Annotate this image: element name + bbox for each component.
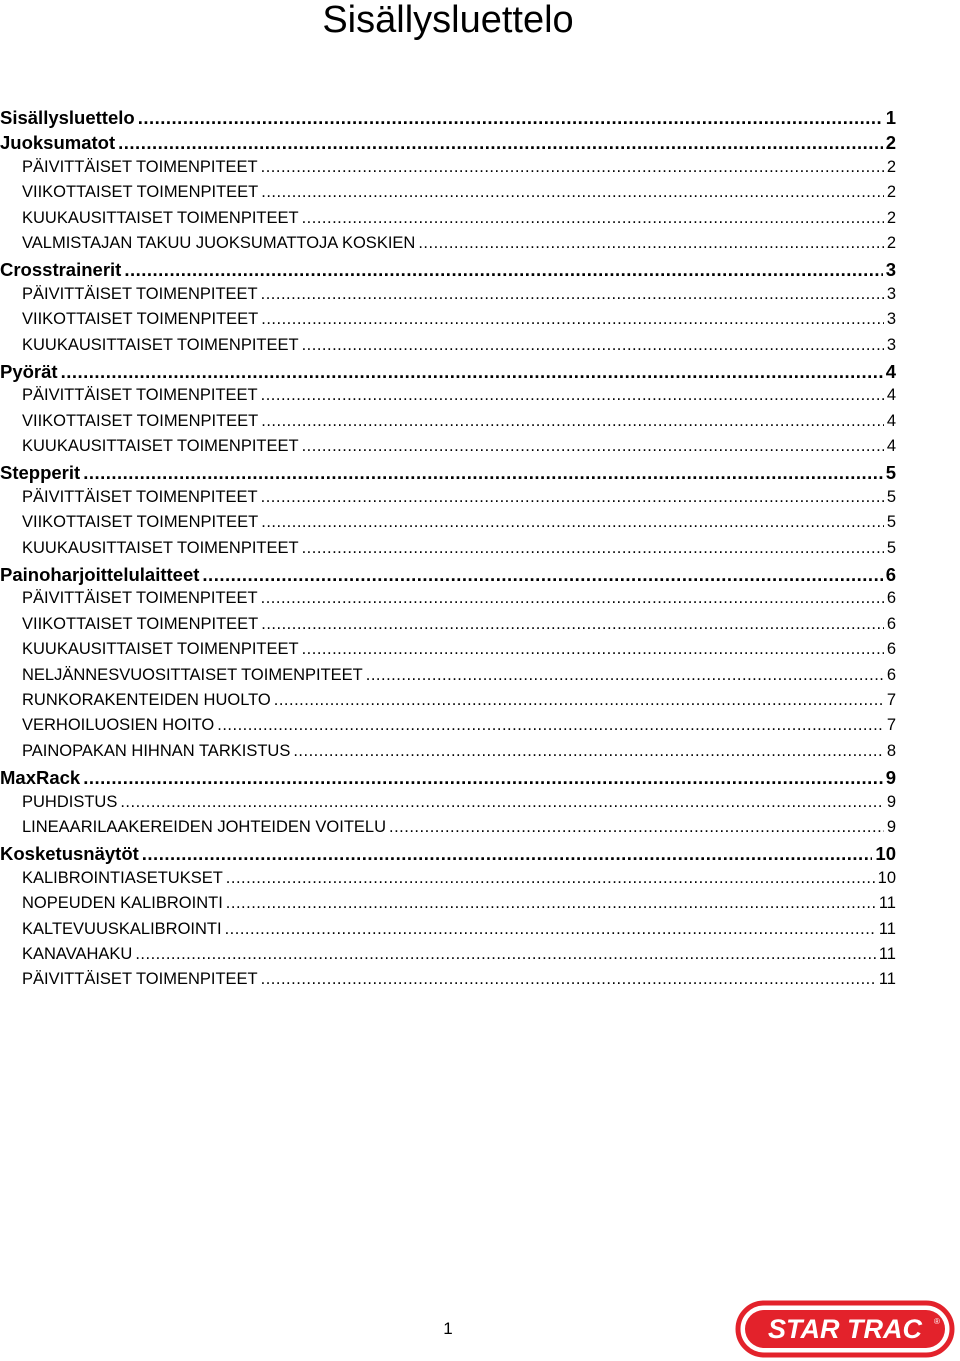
toc-entry-page: 6 (885, 564, 896, 586)
toc-entry[interactable] (0, 285, 896, 310)
toc-entry[interactable] (0, 361, 896, 386)
toc-entry-page: 2 (886, 233, 896, 252)
toc-leader-dots (302, 209, 884, 228)
toc-entry[interactable] (0, 945, 896, 970)
toc-entry-page: 6 (886, 640, 896, 659)
toc-entry-label: PÄIVITTÄISET TOIMENPITEET (22, 487, 258, 506)
toc-leader-dots (226, 894, 876, 913)
toc-entry-page: 2 (886, 183, 896, 202)
toc-entry-page: 4 (886, 411, 896, 430)
toc-leader-dots (302, 336, 884, 355)
toc-entry-label: Painoharjoittelulaitteet (0, 564, 200, 586)
toc-entry-page: 9 (886, 792, 896, 811)
toc-entry-label: VERHOILUOSIEN HOITO (22, 716, 215, 735)
toc-entry-label: PÄIVITTÄISET TOIMENPITEET (22, 970, 258, 989)
toc-entry[interactable] (0, 259, 896, 284)
toc-entry-page: 5 (886, 538, 896, 557)
toc-entry-page: 2 (886, 157, 896, 176)
toc-entry-label: Sisällysluettelo (0, 107, 135, 128)
toc-entry-label: PÄIVITTÄISET TOIMENPITEET (22, 284, 258, 303)
toc-entry-page: 3 (886, 284, 896, 303)
toc-leader-dots (261, 183, 884, 202)
toc-entry[interactable] (0, 666, 896, 691)
toc-entry-label: VIIKOTTAISET TOIMENPITEET (22, 614, 259, 633)
toc-entry-page: 2 (885, 132, 896, 154)
toc-entry-page: 11 (878, 919, 896, 938)
toc-entry-page: 4 (886, 437, 896, 456)
toc-entry-page: 4 (886, 386, 896, 405)
table-of-contents (0, 107, 896, 996)
toc-entry-page: 9 (886, 817, 896, 836)
toc-entry[interactable] (0, 488, 896, 513)
toc-leader-dots (302, 539, 884, 558)
toc-entry[interactable] (0, 437, 896, 462)
toc-leader-dots (261, 158, 884, 177)
toc-entry[interactable] (0, 234, 896, 259)
toc-leader-dots (261, 285, 884, 304)
toc-entry[interactable] (0, 894, 896, 919)
toc-entry-label: Stepperit (0, 462, 81, 484)
toc-entry-page: 6 (886, 589, 896, 608)
toc-entry-label: VIIKOTTAISET TOIMENPITEET (22, 183, 259, 202)
toc-leader-dots (261, 310, 884, 329)
toc-entry-page: 9 (885, 767, 896, 789)
toc-entry-page: 10 (877, 868, 896, 887)
toc-entry-page: 8 (886, 741, 896, 760)
toc-entry[interactable] (0, 793, 896, 818)
toc-entry-label: RUNKORAKENTEIDEN HUOLTO (22, 690, 271, 709)
toc-leader-dots (261, 970, 876, 989)
svg-text:®: ® (934, 1317, 940, 1326)
logo-text: STAR TRAC (768, 1314, 922, 1344)
page-title: Sisällysluettelo (322, 0, 574, 41)
toc-entry-label: Juoksumatot (0, 132, 116, 154)
toc-entry-label: Pyörät (0, 360, 58, 382)
toc-entry-label: KUUKAUSITTAISET TOIMENPITEET (22, 335, 299, 354)
toc-entry-page: 11 (878, 944, 896, 963)
toc-entry-label: PÄIVITTÄISET TOIMENPITEET (22, 589, 258, 608)
toc-leader-dots (261, 488, 884, 507)
toc-entry-page: 5 (886, 513, 896, 532)
toc-entry[interactable] (0, 615, 896, 640)
toc-leader-dots (120, 793, 883, 812)
toc-entry[interactable] (0, 310, 896, 335)
toc-leader-dots (261, 513, 884, 532)
star-trac-logo (735, 1300, 955, 1358)
toc-entry[interactable] (0, 158, 896, 183)
toc-entry-page: 6 (886, 665, 896, 684)
toc-entry-page: 4 (885, 360, 896, 382)
toc-entry[interactable] (0, 742, 896, 767)
toc-leader-dots (61, 361, 883, 383)
toc-entry-label: KUUKAUSITTAISET TOIMENPITEET (22, 538, 299, 557)
toc-leader-dots (261, 386, 884, 405)
toc-entry-label: VIIKOTTAISET TOIMENPITEET (22, 310, 259, 329)
toc-entry-label: KALIBROINTIASETUKSET (22, 868, 223, 887)
toc-leader-dots (366, 666, 884, 685)
toc-entry-label: VALMISTAJAN TAKUU JUOKSUMATTOJA KOSKIEN (22, 233, 416, 252)
toc-entry-label: PAINOPAKAN HIHNAN TARKISTUS (22, 741, 291, 760)
toc-entry[interactable] (0, 970, 896, 995)
toc-entry[interactable] (0, 843, 896, 868)
toc-leader-dots (142, 843, 873, 865)
toc-entry[interactable] (0, 132, 896, 157)
toc-entry[interactable] (0, 336, 896, 361)
toc-entry-label: KUUKAUSITTAISET TOIMENPITEET (22, 208, 299, 227)
toc-leader-dots (261, 412, 884, 431)
toc-entry[interactable] (0, 539, 896, 564)
toc-leader-dots (418, 234, 883, 253)
toc-entry-page: 3 (885, 259, 896, 281)
toc-entry-page: 11 (878, 970, 896, 989)
toc-entry-label: MaxRack (0, 767, 81, 789)
toc-entry-label: VIIKOTTAISET TOIMENPITEET (22, 513, 259, 532)
toc-entry[interactable] (0, 640, 896, 665)
toc-entry-page: 3 (886, 310, 896, 329)
toc-entry[interactable] (0, 412, 896, 437)
toc-entry-label: PÄIVITTÄISET TOIMENPITEET (22, 157, 258, 176)
toc-entry-label: LINEAARILAAKEREIDEN JOHTEIDEN VOITELU (22, 817, 387, 836)
toc-entry[interactable] (0, 589, 896, 614)
toc-leader-dots (302, 437, 884, 456)
toc-entry-label: KALTEVUUSKALIBROINTI (22, 919, 222, 938)
toc-entry[interactable] (0, 462, 896, 487)
toc-leader-dots (135, 945, 876, 964)
toc-entry[interactable] (0, 209, 896, 234)
toc-entry[interactable] (0, 818, 896, 843)
toc-entry[interactable] (0, 716, 896, 741)
toc-entry-page: 7 (886, 716, 896, 735)
toc-entry[interactable] (0, 920, 896, 945)
toc-entry-label: Kosketusnäytöt (0, 843, 139, 865)
toc-leader-dots (83, 767, 882, 789)
toc-leader-dots (225, 920, 876, 939)
toc-entry-label: VIIKOTTAISET TOIMENPITEET (22, 411, 259, 430)
toc-entry-page: 1 (885, 107, 896, 128)
toc-entry-page: 2 (886, 208, 896, 227)
toc-entry-page: 5 (885, 462, 896, 484)
toc-leader-dots (293, 742, 883, 761)
toc-leader-dots (118, 132, 883, 154)
toc-entry-label: Crosstrainerit (0, 259, 122, 281)
toc-entry-label: KANAVAHAKU (22, 944, 133, 963)
toc-entry-page: 6 (886, 614, 896, 633)
toc-entry[interactable] (0, 513, 896, 538)
toc-entry-page: 10 (875, 843, 896, 865)
toc-entry-page: 11 (878, 894, 896, 913)
toc-leader-dots (138, 107, 883, 129)
toc-leader-dots (226, 869, 875, 888)
toc-entry[interactable] (0, 869, 896, 894)
page-number: 1 (443, 1319, 453, 1338)
toc-leader-dots (202, 564, 882, 586)
toc-leader-dots (217, 716, 884, 735)
toc-leader-dots (261, 615, 884, 634)
toc-entry-label: KUUKAUSITTAISET TOIMENPITEET (22, 437, 299, 456)
toc-leader-dots (302, 640, 884, 659)
toc-leader-dots (83, 462, 883, 484)
toc-entry-label: PUHDISTUS (22, 792, 118, 811)
toc-entry[interactable] (0, 767, 896, 792)
toc-entry[interactable] (0, 183, 896, 208)
toc-entry-label: NELJÄNNESVUOSITTAISET TOIMENPITEET (22, 665, 363, 684)
toc-entry[interactable] (0, 107, 896, 132)
toc-leader-dots (124, 259, 882, 281)
toc-entry-page: 3 (886, 335, 896, 354)
toc-leader-dots (261, 589, 884, 608)
toc-entry-page: 7 (886, 690, 896, 709)
toc-entry-page: 5 (886, 487, 896, 506)
toc-entry-label: KUUKAUSITTAISET TOIMENPITEET (22, 640, 299, 659)
toc-entry[interactable] (0, 386, 896, 411)
toc-entry[interactable] (0, 691, 896, 716)
toc-entry[interactable] (0, 564, 896, 589)
toc-leader-dots (389, 818, 884, 837)
toc-leader-dots (274, 691, 884, 710)
toc-entry-label: NOPEUDEN KALIBROINTI (22, 894, 223, 913)
toc-entry-label: PÄIVITTÄISET TOIMENPITEET (22, 386, 258, 405)
